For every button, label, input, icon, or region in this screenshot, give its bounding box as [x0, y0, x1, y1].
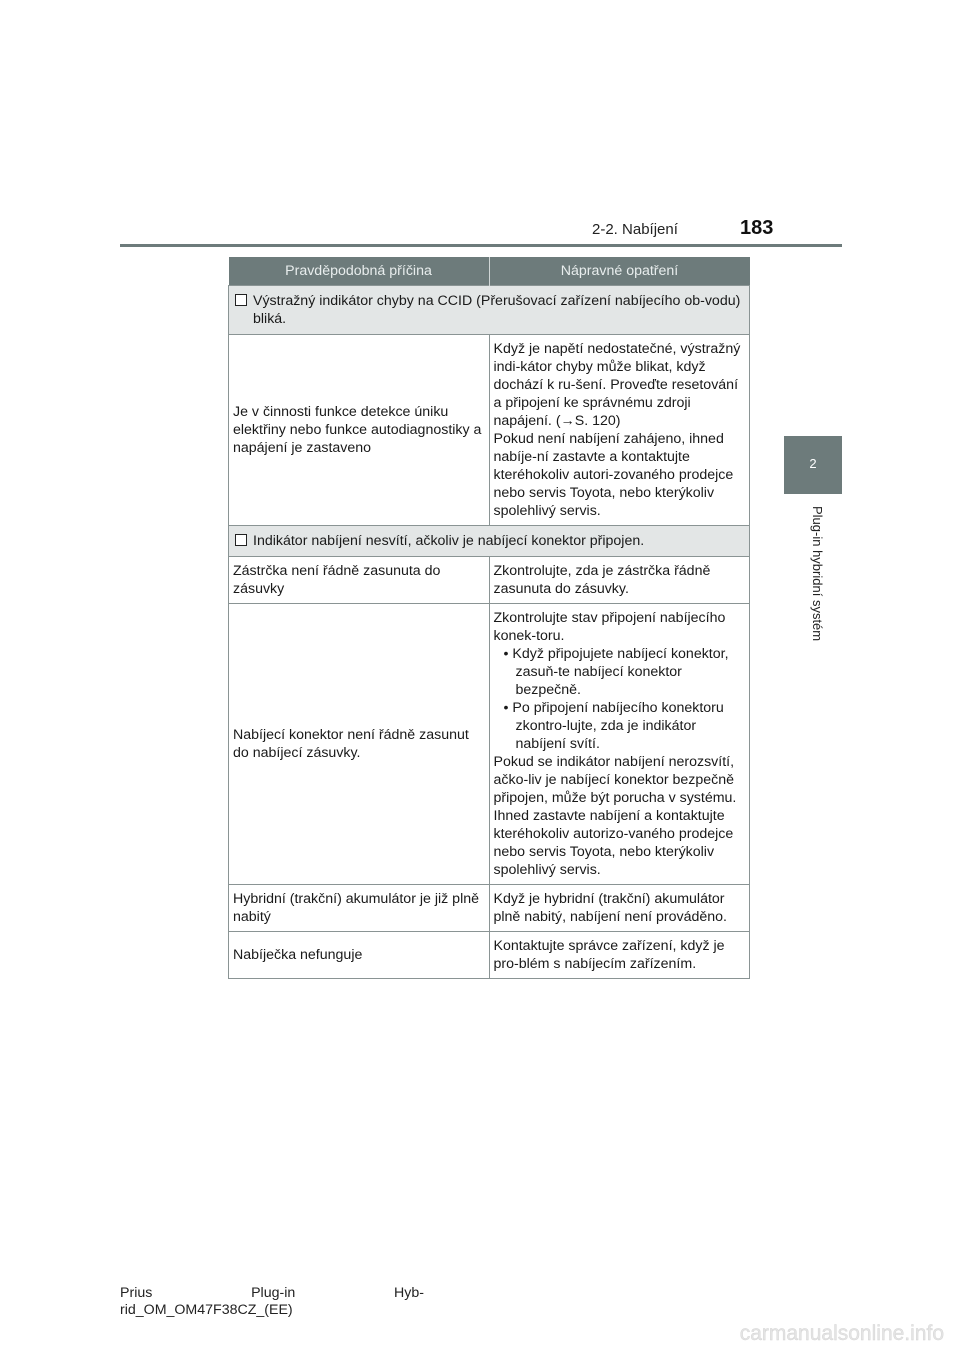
checkbox-square-icon: [235, 294, 247, 306]
remedy-cell: Zkontrolujte, zda je zástrčka řádně zasunuta do zásuvky.: [489, 557, 750, 604]
page-footer: [120, 1285, 440, 1319]
group-title-text: Výstražný indikátor chyby na CCID (Přerušovací zařízení nabíjecího ob-vodu) bliká.: [253, 293, 741, 327]
footer-line-1: [120, 1285, 424, 1302]
watermark-text: carmanualsonline.info: [739, 1322, 944, 1345]
page-number: 183: [740, 217, 774, 239]
column-header-cause: Pravděpodobná příčina: [229, 257, 490, 286]
table-row: [229, 335, 750, 526]
remedy-cell: Když je hybridní (trakční) akumulátor plně nabitý, nabíjení není prováděno.: [489, 885, 750, 932]
table-row: [229, 604, 750, 885]
table-row: [229, 932, 750, 979]
group-row: [229, 286, 750, 335]
cause-cell: Zástrčka není řádně zasunuta do zásuvky: [229, 557, 490, 604]
table-header-row: [229, 257, 750, 286]
chapter-number: 2: [809, 456, 817, 471]
section-label: 2-2. Nabíjení: [592, 221, 678, 238]
page-header: [0, 0, 960, 250]
remedy-cell: Když je napětí nedostatečné, výstražný indi-kátor chyby může blikat, když dochází k ru-šení. Proveďte resetování a připojení ke správnému zdroji napájení. (→S. 120) Pokud není nabíjení zahájeno, ihned nabíje-ní zastavte a kontaktujte kteréhokoliv autori-zovaného prodejce nebo servis Toyota, nebo kterýkoliv spolehlivý servis.: [489, 335, 750, 526]
group-title: [235, 292, 743, 328]
column-header-remedy: Nápravné opatření: [489, 257, 750, 286]
remedy-bullet-text: Když připojujete nabíjecí konektor, zasuň-te nabíjecí konektor bezpečně.: [512, 646, 729, 698]
group-title-text: Indikátor nabíjení nesvítí, ačkoliv je nabíjecí konektor připojen.: [253, 533, 645, 549]
footer-word: Hyb-: [394, 1285, 424, 1301]
remedy-cell: [489, 604, 750, 885]
group-title: [235, 532, 743, 550]
table-row: [229, 885, 750, 932]
group-cell: [229, 286, 750, 335]
cause-cell: Nabíječka nefunguje: [229, 932, 490, 979]
table-row: [229, 557, 750, 604]
footer-line-2: rid_OM_OM47F38CZ_(EE): [120, 1302, 293, 1318]
chapter-title: Plug-in hybridní systém: [810, 506, 825, 642]
group-cell: [229, 526, 750, 557]
header-rule: [120, 244, 842, 247]
chapter-tab: [784, 436, 842, 494]
footer-word: Prius: [120, 1285, 153, 1301]
cause-cell: Nabíjecí konektor není řádně zasunut do nabíjecí zásuvky.: [229, 604, 490, 885]
cause-cell: Hybridní (trakční) akumulátor je již plně nabitý: [229, 885, 490, 932]
footer-word: Plug-in: [251, 1285, 296, 1301]
watermark-logo: [708, 1308, 948, 1354]
remedy-bullet: • Po připojení nabíjecího konektoru zkontro-lujte, zda je indikátor nabíjení svítí.: [503, 700, 724, 752]
group-row: [229, 526, 750, 557]
remedy-bullet: • Když připojujete nabíjecí konektor, zasuň-te nabíjecí konektor bezpečně.: [503, 646, 729, 698]
troubleshooting-table: [228, 257, 750, 979]
remedy-cell: Kontaktujte správce zařízení, když je pro-blém s nabíjecím zařízením.: [489, 932, 750, 979]
checkbox-square-icon: [235, 534, 247, 546]
cause-cell: Je v činnosti funkce detekce úniku elektřiny nebo funkce autodiagnostiky a napájení je zastaveno: [229, 335, 490, 526]
remedy-outro: Pokud se indikátor nabíjení nerozsvítí, ačko-liv je nabíjecí konektor bezpečně připojen, může být porucha v systému. Ihned zastavte nabíjení a kontaktujte kteréhokoliv autorizo-vaného prodejce nebo servis Toyota, nebo kterýkoliv spolehlivý servis.: [493, 754, 737, 878]
remedy-intro: Zkontrolujte stav připojení nabíjecího konek-toru.: [493, 610, 726, 644]
remedy-bullet-text: Po připojení nabíjecího konektoru zkontro-lujte, zda je indikátor nabíjení svítí.: [512, 700, 724, 752]
